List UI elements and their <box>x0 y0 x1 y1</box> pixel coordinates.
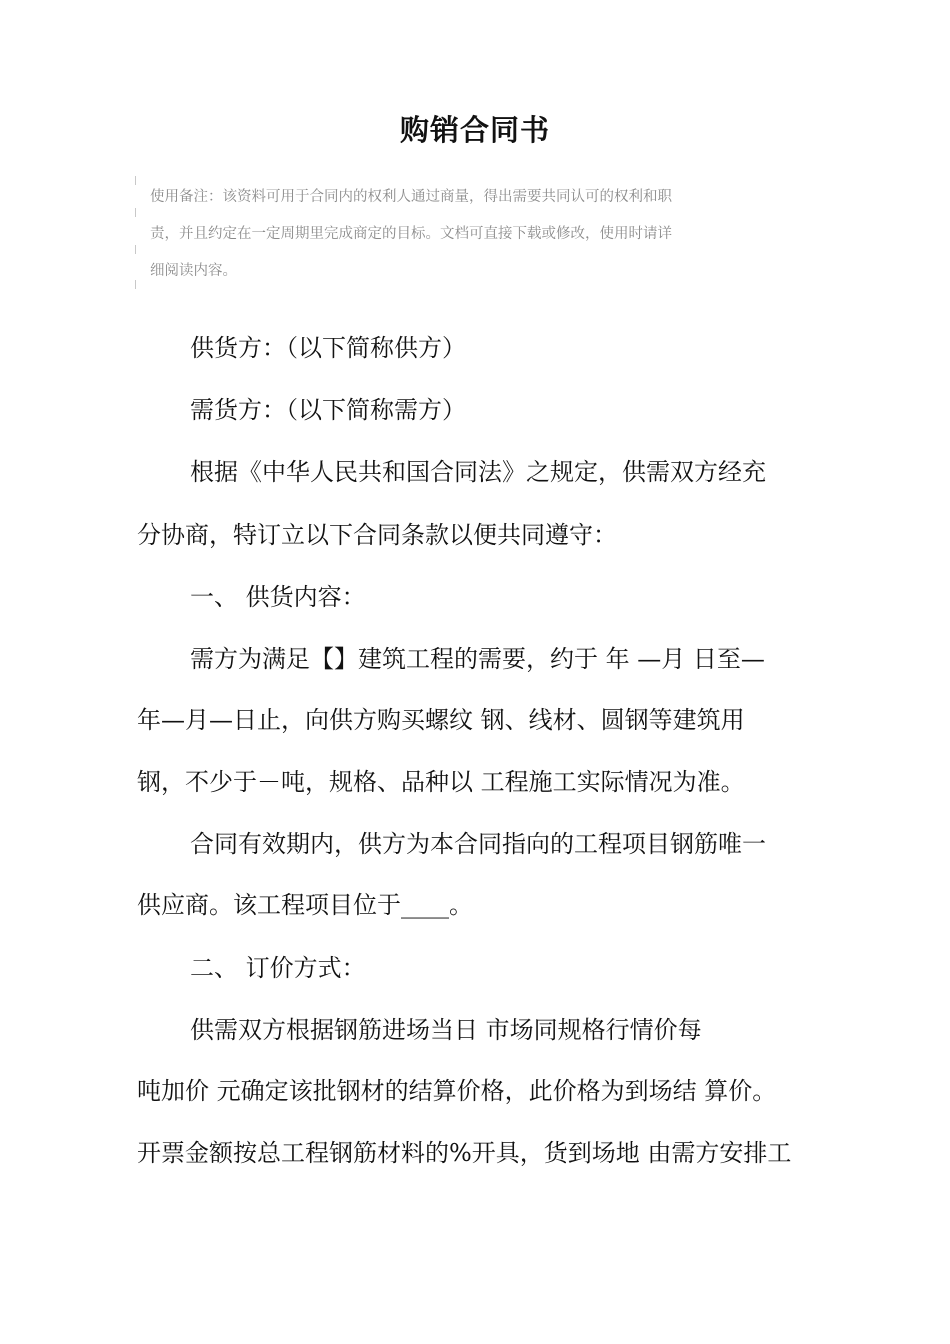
paragraph-line: 合同有效期内，供方为本合同指向的工程项目钢筋唯一 <box>190 830 766 858</box>
supplier-line: 供货方：（以下简称供方） <box>190 334 466 362</box>
note-margin-mark <box>135 280 138 289</box>
note-margin-mark <box>135 208 138 217</box>
paragraph-line: 分协商，特订立以下合同条款以便共同遵守： <box>137 521 617 549</box>
paragraph-line: 钢，不少于－吨，规格、品种以 工程施工实际情况为准。 <box>137 768 745 796</box>
usage-note-line: 使用备注：该资料可用于合同内的权利人通过商量，得出需要共同认可的权利和职 <box>150 189 672 205</box>
section-heading: 一、 供货内容： <box>190 583 366 611</box>
buyer-line: 需货方：（以下简称需方） <box>190 396 466 424</box>
usage-note-line: 细阅读内容。 <box>150 263 237 279</box>
note-margin-mark <box>135 245 138 254</box>
paragraph-line: 需方为满足【】建筑工程的需要，约于 年 —月 日至— <box>190 645 765 673</box>
usage-note-line: 责，并且约定在一定周期里完成商定的目标。文档可直接下载或修改，使用时请详 <box>150 226 672 242</box>
paragraph-line: 开票金额按总工程钢筋材料的%开具，货到场地 由需方安排工 <box>137 1139 792 1167</box>
document-title: 购销合同书 <box>399 113 550 147</box>
paragraph-line: 根据《中华人民共和国合同法》之规定，供需双方经充 <box>190 458 766 486</box>
section-heading: 二、 订价方式： <box>190 954 366 982</box>
paragraph-line: 供需双方根据钢筋进场当日 市场同规格行情价每 <box>190 1016 702 1044</box>
note-margin-mark <box>135 176 138 185</box>
paragraph-line: 年—月—日止，向供方购买螺纹 钢、线材、圆钢等建筑用 <box>137 706 745 734</box>
paragraph-line: 供应商。该工程项目位于____。 <box>137 891 473 919</box>
paragraph-line: 吨加价 元确定该批钢材的结算价格，此价格为到场结 算价。 <box>137 1077 777 1105</box>
